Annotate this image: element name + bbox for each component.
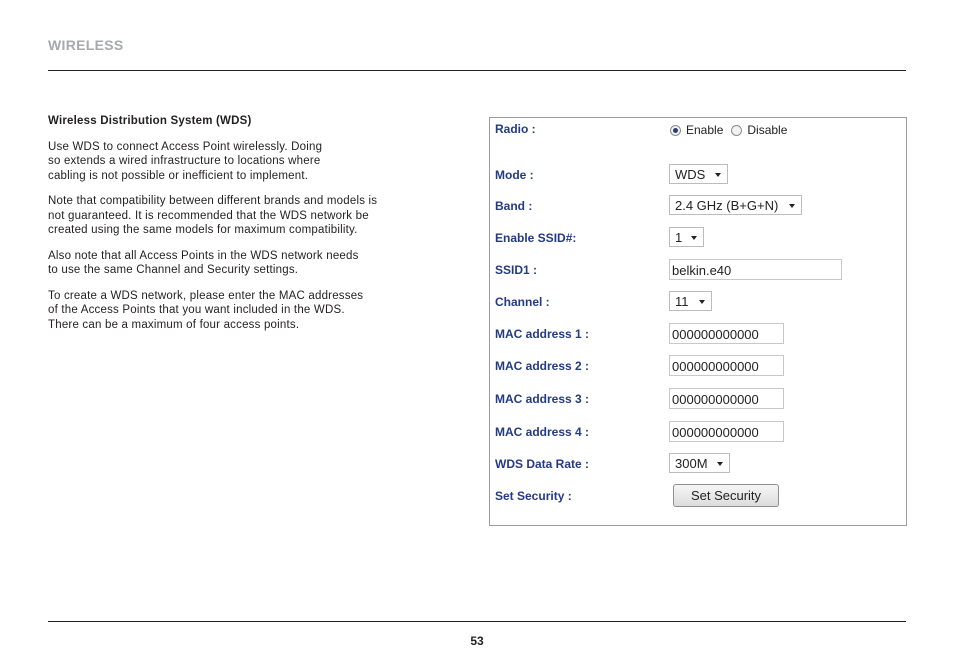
mode-label: Mode :	[495, 168, 534, 182]
ssid1-label: SSID1 :	[495, 263, 538, 277]
chevron-down-icon	[717, 462, 723, 466]
paragraph-line: so extends a wired infrastructure to locations where	[48, 155, 321, 167]
enable-ssid-select[interactable]	[669, 227, 704, 247]
channel-value: 11	[675, 294, 689, 309]
bottom-rule	[48, 621, 906, 622]
chevron-down-icon	[699, 300, 705, 304]
mode-value: WDS	[675, 167, 706, 182]
security-label: Set Security :	[495, 489, 572, 503]
mac2-input[interactable]: 000000000000	[669, 355, 784, 376]
mac3-label: MAC address 3 :	[495, 392, 590, 406]
mac1-label: MAC address 1 :	[495, 327, 590, 341]
paragraph-line: To create a WDS network, please enter the MAC addresses	[48, 289, 364, 302]
channel-select[interactable]	[669, 291, 712, 311]
data-rate-value: 300M	[675, 456, 708, 471]
ssid1-input[interactable]: belkin.e40	[669, 259, 842, 280]
section-title: WIRELESS	[48, 37, 124, 53]
paragraph-line: There can be a maximum of four access points.	[48, 318, 300, 331]
paragraph-4	[48, 289, 428, 333]
mac4-label: MAC address 4 :	[495, 425, 590, 439]
paragraph-line: Also note that all Access Points in the WDS network needs	[48, 249, 359, 262]
mac1-input[interactable]: 000000000000	[669, 323, 784, 344]
wds-settings-panel	[489, 117, 907, 526]
chevron-down-icon	[715, 173, 721, 177]
band-value: 2.4 GHz (B+G+N)	[675, 198, 779, 213]
paragraph-line: Use WDS to connect Access Point wirelessly. Doing	[48, 140, 323, 153]
radio-group	[670, 123, 795, 137]
band-select[interactable]	[669, 195, 802, 215]
radio-label: Radio :	[495, 122, 536, 136]
data-rate-label: WDS Data Rate :	[495, 457, 590, 471]
channel-label: Channel :	[495, 295, 550, 309]
data-rate-select[interactable]	[669, 453, 730, 473]
paragraph-line: cabling is not possible or inefficient to implement.	[48, 169, 309, 182]
top-rule	[48, 70, 906, 71]
mac2-label: MAC address 2 :	[495, 359, 590, 373]
paragraph-2	[48, 194, 428, 238]
radio-disable-label: Disable	[747, 123, 788, 137]
paragraph-line: created using the same models for maximum compatibility.	[48, 224, 358, 236]
text-column	[48, 114, 428, 343]
paragraph-3	[48, 249, 428, 278]
paragraph-line: to use the same Channel and Security settings.	[48, 264, 299, 276]
paragraph-line: of the Access Points that you want included in the WDS.	[48, 304, 345, 316]
paragraph-line: not guaranteed. It is recommended that the WDS network be	[48, 209, 369, 222]
mac4-input[interactable]: 000000000000	[669, 421, 784, 442]
section-heading: Wireless Distribution System (WDS)	[48, 115, 252, 127]
mac3-input[interactable]: 000000000000	[669, 388, 784, 409]
mode-select[interactable]	[669, 164, 728, 184]
paragraph-1	[48, 140, 428, 184]
set-security-button[interactable]: Set Security	[673, 484, 779, 507]
chevron-down-icon	[789, 204, 795, 208]
paragraph-line: Note that compatibility between different brands and models is	[48, 195, 378, 207]
radio-enable[interactable]	[670, 125, 681, 136]
radio-disable[interactable]	[731, 125, 742, 136]
page-number: 53	[470, 634, 484, 648]
enable-ssid-label: Enable SSID#:	[495, 231, 577, 245]
radio-enable-label: Enable	[686, 123, 724, 137]
enable-ssid-value: 1	[675, 230, 683, 245]
chevron-down-icon	[691, 236, 697, 240]
band-label: Band :	[495, 199, 533, 213]
